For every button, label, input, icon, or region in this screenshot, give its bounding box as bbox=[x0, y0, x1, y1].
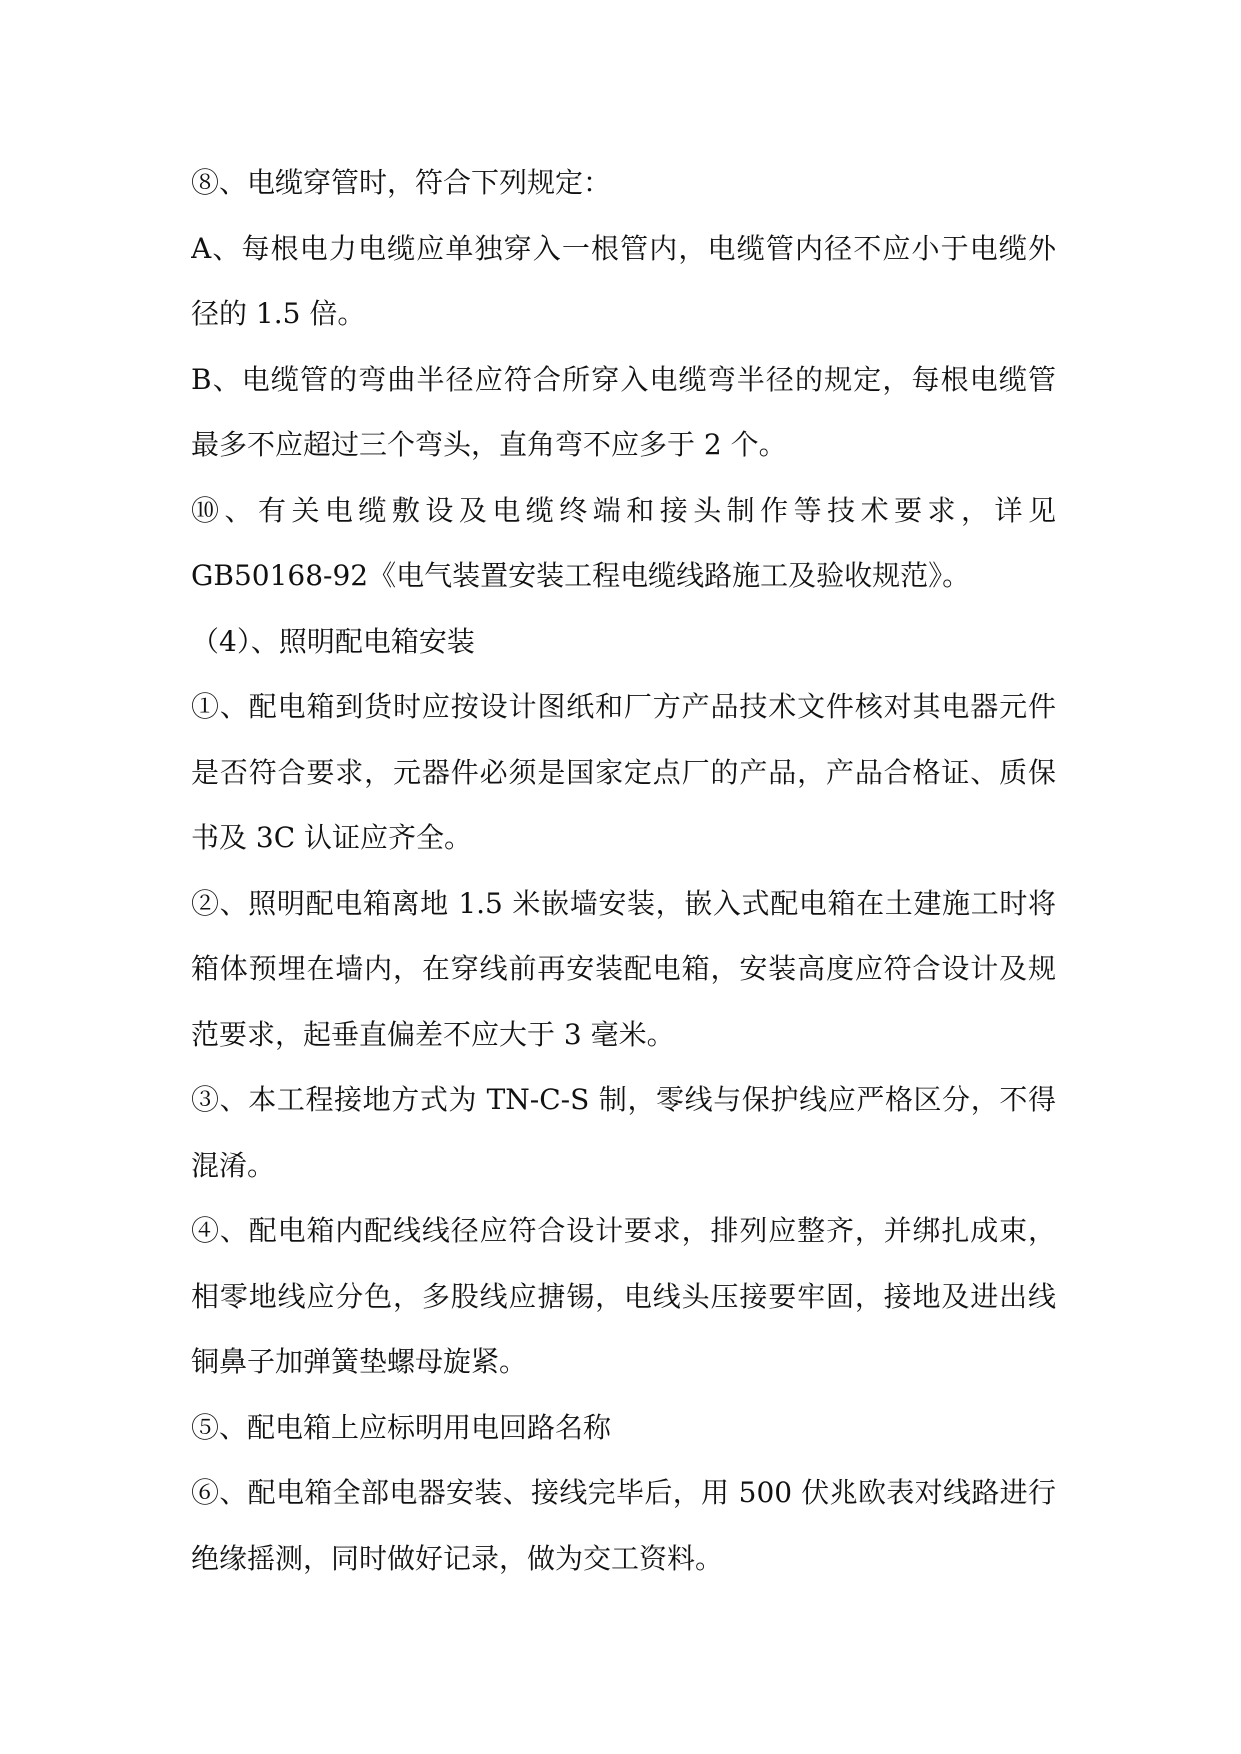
text-line: 混淆。 bbox=[191, 1148, 276, 1182]
text-line: 绝缘摇测，同时做好记录，做为交工资料。 bbox=[191, 1541, 724, 1575]
text-line: 箱体预埋在墙内，在穿线前再安装配电箱，安装高度应符合设计及规 bbox=[191, 952, 1056, 985]
text-line: A、每根电力电缆应单独穿入一根管内，电缆管内径不应小于电缆外 bbox=[191, 231, 1056, 265]
paragraph-item-2 bbox=[191, 871, 1056, 1068]
text-line: 最多不应超过三个弯头，直角弯不应多于 2 个。 bbox=[191, 428, 787, 461]
text-line: 相零地线应分色，多股线应搪锡，电线头压接要牢固，接地及进出线 bbox=[191, 1279, 1056, 1313]
text-line: 书及 3C 认证应齐全。 bbox=[191, 821, 473, 854]
text-line: ①、配电箱到货时应按设计图纸和厂方产品技术文件核对其电器元件 bbox=[191, 690, 1056, 723]
text-line: 范要求，起垂直偏差不应大于 3 毫米。 bbox=[191, 1017, 675, 1051]
paragraph-item-1 bbox=[191, 674, 1056, 871]
text-line: B、电缆管的弯曲半径应符合所穿入电缆弯半径的规定，每根电缆管 bbox=[191, 362, 1056, 396]
paragraph-item-6 bbox=[191, 1460, 1056, 1591]
section-heading: （4）、照明配电箱安装 bbox=[191, 624, 475, 658]
text-line: ⑧、电缆穿管时，符合下列规定： bbox=[191, 166, 612, 199]
text-line: 是否符合要求，元器件必须是国家定点厂的产品，产品合格证、质保 bbox=[191, 755, 1056, 789]
text-line: 径的 1.5 倍。 bbox=[191, 297, 366, 330]
text-line: ⑩、有关电缆敷设及电缆终端和接头制作等技术要求，详见 bbox=[191, 493, 1056, 527]
document-body bbox=[191, 150, 1056, 1591]
text-line: ④、配电箱内配线线径应符合设计要求，排列应整齐，并绑扎成束， bbox=[191, 1214, 1056, 1247]
paragraph-item-a bbox=[191, 216, 1056, 347]
paragraph-item-3 bbox=[191, 1067, 1056, 1198]
text-line: GB50168-92《电气装置安装工程电缆线路施工及验收规范》。 bbox=[191, 559, 971, 592]
text-line: ②、照明配电箱离地 1.5 米嵌墙安装，嵌入式配电箱在土建施工时将 bbox=[191, 886, 1056, 920]
paragraph-item-4 bbox=[191, 1198, 1056, 1395]
paragraph-item-8 bbox=[191, 150, 1056, 216]
text-line: ③、本工程接地方式为 TN-C-S 制，零线与保护线应严格区分，不得 bbox=[191, 1083, 1056, 1116]
section-heading-4 bbox=[191, 609, 1056, 675]
paragraph-item-b bbox=[191, 347, 1056, 478]
text-line: 铜鼻子加弹簧垫螺母旋紧。 bbox=[191, 1345, 528, 1378]
text-line: ⑤、配电箱上应标明用电回路名称 bbox=[191, 1410, 612, 1444]
paragraph-item-5 bbox=[191, 1395, 1056, 1461]
text-line: ⑥、配电箱全部电器安装、接线完毕后，用 500 伏兆欧表对线路进行 bbox=[191, 1476, 1056, 1509]
paragraph-item-10 bbox=[191, 478, 1056, 609]
